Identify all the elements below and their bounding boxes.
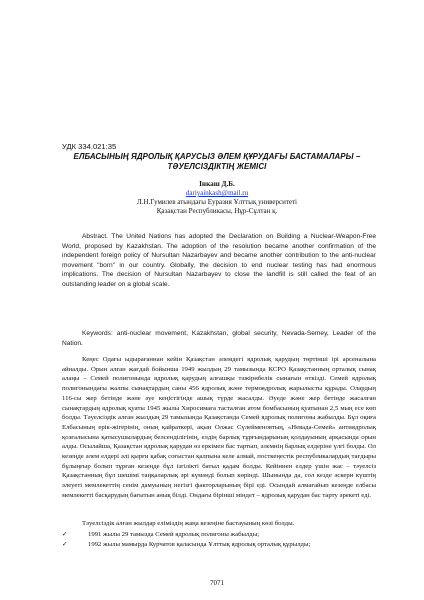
list-intro: Тәуелсіздік алған жылдар еліміздің жаңа кезеңіне бастауының көзі болды. [82,520,295,527]
checkmark-icon: ✓ [62,541,68,548]
paper-title: ЕЛБАСЫНЫҢ ЯДРОЛЫҚ ҚАРУСЫЗ ӘЛЕМ ҚҰРУДАҒЫ БАСТАМАЛАРЫ – ТӘУЕЛСІЗДІКТІҢ ЖЕМІСІ [73,152,361,171]
udk-code: УДК 334.021:35 [62,142,117,151]
email-link[interactable]: dariyainkash@mail.ru [185,189,249,197]
list-item-text: 1991 жылы 29 тамызда Семей ядролық полигоны жабылды; [88,531,260,538]
list-item-text: 1992 жылы мамырда Курчатов қаласында Ұлттық ядролық орталық құрылды; [88,541,311,548]
abstract: Abstract. The United Nations has adopted the Declaration on Building a Nuclear-Weapon-Free World, proposed by Kazakhstan. The adoption of the resolution became another confirmation of the independent foreign policy of Nursultan Nazarbayev and became another contribution to the anti-nuclear movement "born" in our country. Globally, the decision to end nuclear testing has had enormous implications. The decision of Nursultan Nazarbayev to close the landfill is still called the feat of an outstanding leader on a global scale. [62,233,376,288]
list-item [62,530,376,538]
keywords: Keywords: anti-nuclear movement, Kazakhstan, global security, Nevada-Semey, Leader of the Nation. [62,330,376,347]
affiliation: Л.Н.Гумилев атындағы Еуразия Ұлттық университеті [136,198,298,206]
list-item [62,540,376,550]
author-name: Інкаш Д.Б. [199,180,235,188]
checkmark-icon: ✓ [62,531,68,538]
page-number: 7071 [210,579,224,587]
body-paragraph: Кеңес Одағы ыдырағаннан кейін Қазақстан әлемдегі ядролық қарудың төртінші ірі арсеналына айналды. Орын алған жағдай бойынша 1949 жылдың 29 тамызында КСРО Қазақстанның орталық сынақ алаңы – Семей полигонында ядролық қарудың алғашқы тәжірибелік сынағын өткізді. Семей ядролық полигонындағы жалпы сынақтардың саны 456 ядролық және термоядролық жарылысты құрады. Олардың 116-сы жер бетінде және әуе кеңістігінде ашық түрде жасалды. Әуеде және жер бетінде жасалған сынақтардың ядролық қуаты 1945 жылы Хиросимаға тасталған атом бомбасының қуатынан 2,5 мың есе көп болды. Тәуелсіздік алған жылдың 29 тамызында Қазақстанда Семей ядролық полигоны жабылды. Бұл оқиға Елбасының ерік-жігерінің, оның қайраткері, ақын Олжас Сүлейменовтың, «Невада-Семей» антиядролық қозғалысына қатысушылардың белсенділігінің, елдің барлық тұрғындарының қолдауының арқасында орын алды. Осылайша, Қазақстан ядролық қарудан өз еркімен бас тартып, әлемнің барлық елдеріне үлгі болды. Ол кезеңде әлем елдері әлі қырғи қабақ соғыстан қалпына келе алмай, посткеңестік республикалардың тағдыры бұлыңғыр болып тұрған кезеңде бұл ізгілікті батыл қадам болды. Кейіннен елдер үшін жас – тәуелсіз Қазақстанның бұл шешімі таңқаларлық әрі күмәнді болып көрінді. Шынында да, сол кезде әскери күштің әлеуеті мемлекеттің сенім дамуының негізгі факторларының бірі еді. Осындай алмағайып кезеңде елбасы мемлекетті басқарудың бағытын анық білді. Ондағы бірінші міндет – ядролық қарудан бас тарту әрекеті еді. [62,356,376,499]
author-email[interactable] [62,189,372,197]
location: Қазақстан Республикасы, Нұр-Сұлтан қ. [156,207,278,215]
